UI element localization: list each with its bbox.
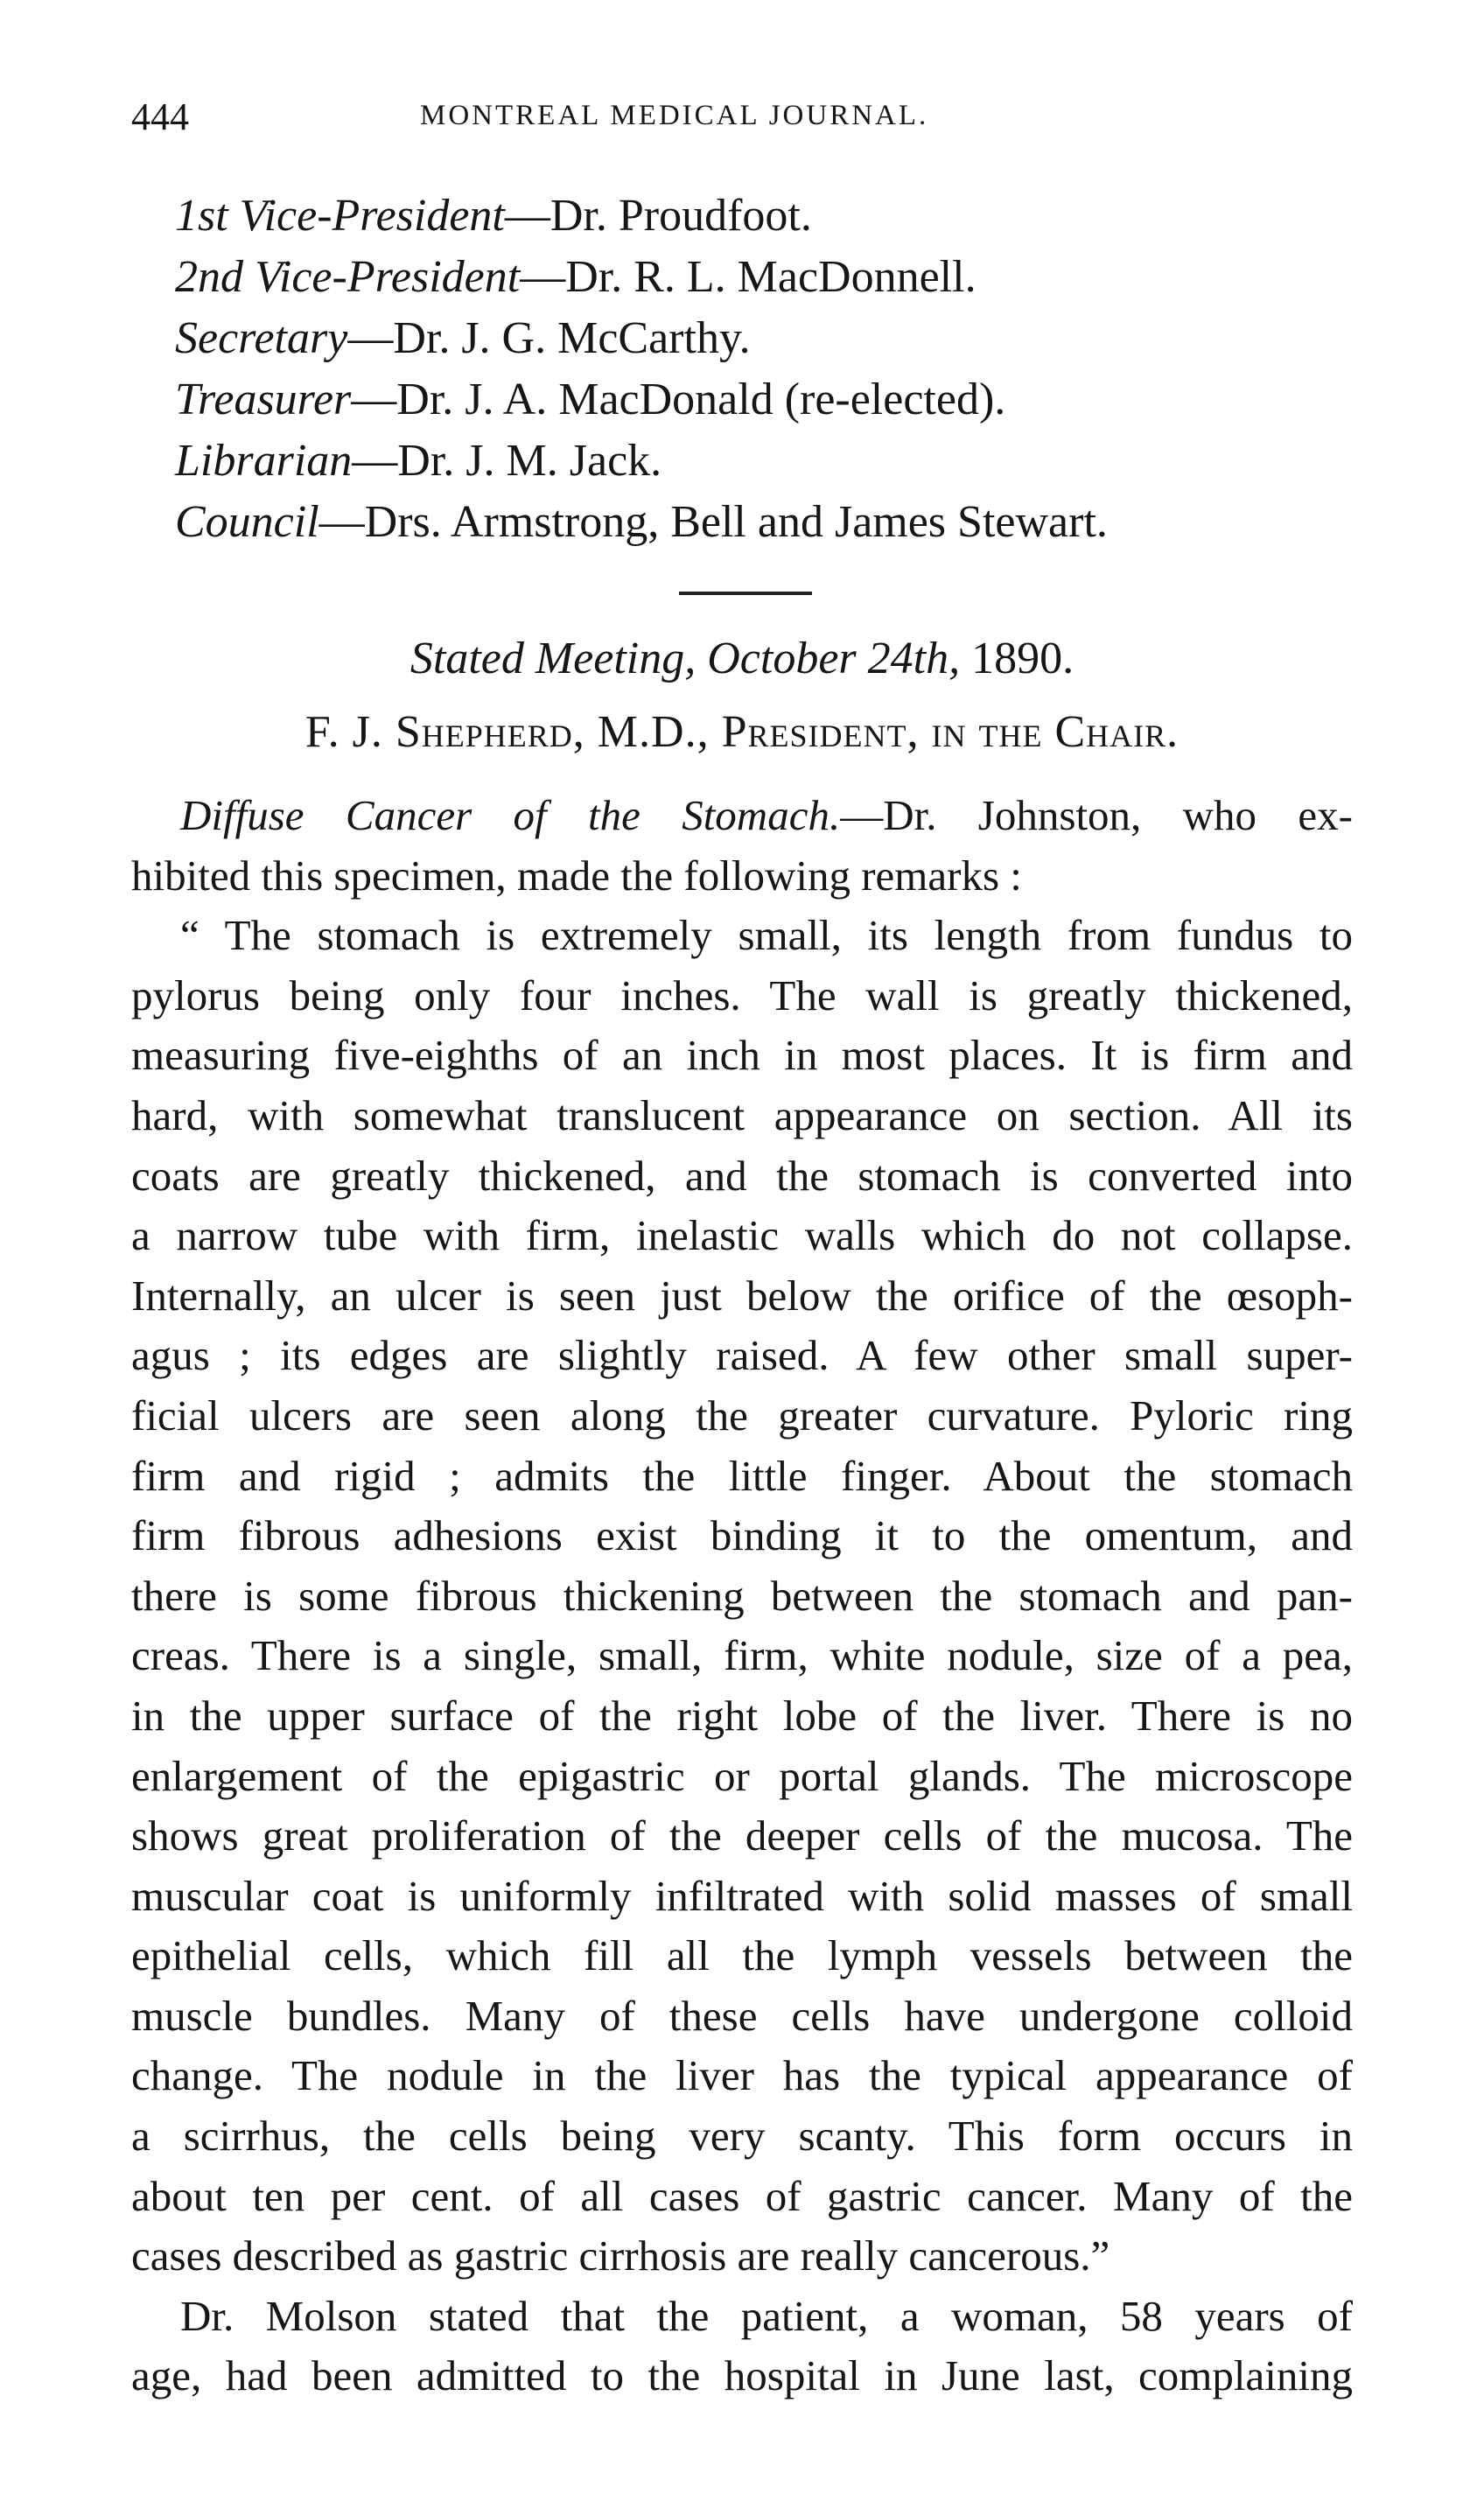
text-line: pylorus being only four inches. The wall is greatly thickened, bbox=[131, 970, 1353, 1019]
text-line: “ The stomach is extremely small, its length from fundus to bbox=[180, 911, 1353, 960]
article-body bbox=[131, 786, 1353, 2406]
text-line: shows great proliferation of the deeper cells of the mucosa. The bbox=[131, 1811, 1353, 1860]
page-number: 444 bbox=[131, 95, 189, 138]
text-line: measuring five-eighths of an inch in most places. It is firm and bbox=[131, 1031, 1353, 1080]
officer-secretary bbox=[175, 308, 1348, 369]
officer-name: —Dr. J. M. Jack. bbox=[352, 436, 662, 486]
meeting-title bbox=[131, 628, 1353, 690]
text-line: cases described as gastric cirrhosis are really cancerous.” bbox=[131, 2231, 1110, 2280]
meeting-year: 1890. bbox=[971, 634, 1074, 683]
officers-list bbox=[175, 186, 1348, 553]
officer-first-vice-president bbox=[175, 186, 1348, 247]
officer-name: —Dr. R. L. MacDonnell. bbox=[520, 252, 976, 302]
text-line: creas. There is a single, small, firm, white nodule, size of a pea, bbox=[131, 1631, 1353, 1680]
chair-role: President, in the Chair. bbox=[721, 707, 1180, 757]
officer-name: —Dr. J. A. MacDonald (re-elected). bbox=[351, 375, 1006, 424]
text-line: about ten per cent. of all cases of gastric cancer. Many of the bbox=[131, 2171, 1353, 2220]
text-line: agus ; its edges are slightly raised. A few other small super- bbox=[131, 1331, 1353, 1380]
page-header bbox=[131, 95, 1356, 147]
text-line: there is some fibrous thickening between the stomach and pan- bbox=[131, 1571, 1353, 1620]
text-line: muscle bundles. Many of these cells have undergone colloid bbox=[131, 1991, 1353, 2040]
officer-role: 2nd Vice-President bbox=[175, 252, 521, 302]
officer-role: 1st Vice-President bbox=[175, 191, 505, 241]
officer-role: Treasurer bbox=[175, 375, 352, 424]
text-line: firm and rigid ; admits the little finger. About the stomach bbox=[131, 1451, 1353, 1500]
text-line: in the upper surface of the right lobe of the liver. There is no bbox=[131, 1691, 1353, 1740]
section-divider bbox=[679, 592, 812, 595]
text-line: change. The nodule in the liver has the typical appearance of bbox=[131, 2051, 1353, 2100]
officer-treasurer bbox=[175, 369, 1348, 431]
meeting-chair bbox=[131, 702, 1353, 763]
text-line: ficial ulcers are seen along the greater curvature. Pyloric ring bbox=[131, 1391, 1353, 1440]
article-subhead: Diffuse Cancer of the Stomach. bbox=[180, 791, 841, 839]
text-line: hard, with somewhat translucent appearance on section. All its bbox=[131, 1090, 1353, 1139]
chair-name: F. J. Shepherd, M.D., bbox=[304, 707, 710, 757]
text-line: enlargement of the epigastric or portal glands. The microscope bbox=[131, 1751, 1353, 1800]
text-line: a scirrhus, the cells being very scanty. This form occurs in bbox=[131, 2112, 1353, 2161]
text-line: firm fibrous adhesions exist binding it to the omentum, and bbox=[131, 1511, 1353, 1560]
text-line: muscular coat is uniformly infiltrated with solid masses of small bbox=[131, 1871, 1353, 1920]
officer-name: —Dr. J. G. McCarthy. bbox=[347, 313, 751, 363]
officer-role: Librarian bbox=[175, 436, 353, 486]
officer-council bbox=[175, 492, 1348, 553]
officer-role: Secretary bbox=[175, 313, 348, 363]
officer-role: Council bbox=[175, 497, 319, 547]
text-line: a narrow tube with firm, inelastic walls which do not collapse. bbox=[131, 1211, 1353, 1260]
text-line bbox=[131, 786, 1353, 846]
text-line: Dr. Molson stated that the patient, a woman, 58 years of bbox=[180, 2291, 1353, 2340]
running-title: MONTREAL MEDICAL JOURNAL. bbox=[420, 100, 929, 131]
officer-librarian bbox=[175, 431, 1348, 492]
officer-second-vice-president bbox=[175, 247, 1348, 308]
officer-name: —Dr. Proudfoot. bbox=[504, 191, 812, 241]
text-line: hibited this specimen, made the following remarks : bbox=[131, 851, 1022, 900]
meeting-title-text: Stated Meeting, October 24th, bbox=[410, 634, 961, 683]
text-line: Internally, an ulcer is seen just below the orifice of the œsoph- bbox=[131, 1271, 1353, 1320]
line-text: —Dr. Johnston, who ex- bbox=[840, 791, 1353, 839]
officer-name: —Drs. Armstrong, Bell and James Stewart. bbox=[318, 497, 1108, 547]
text-line: age, had been admitted to the hospital in June last, complaining bbox=[131, 2351, 1353, 2400]
text-line: epithelial cells, which fill all the lymph vessels between the bbox=[131, 1931, 1353, 1980]
text-line: coats are greatly thickened, and the stomach is converted into bbox=[131, 1151, 1353, 1200]
